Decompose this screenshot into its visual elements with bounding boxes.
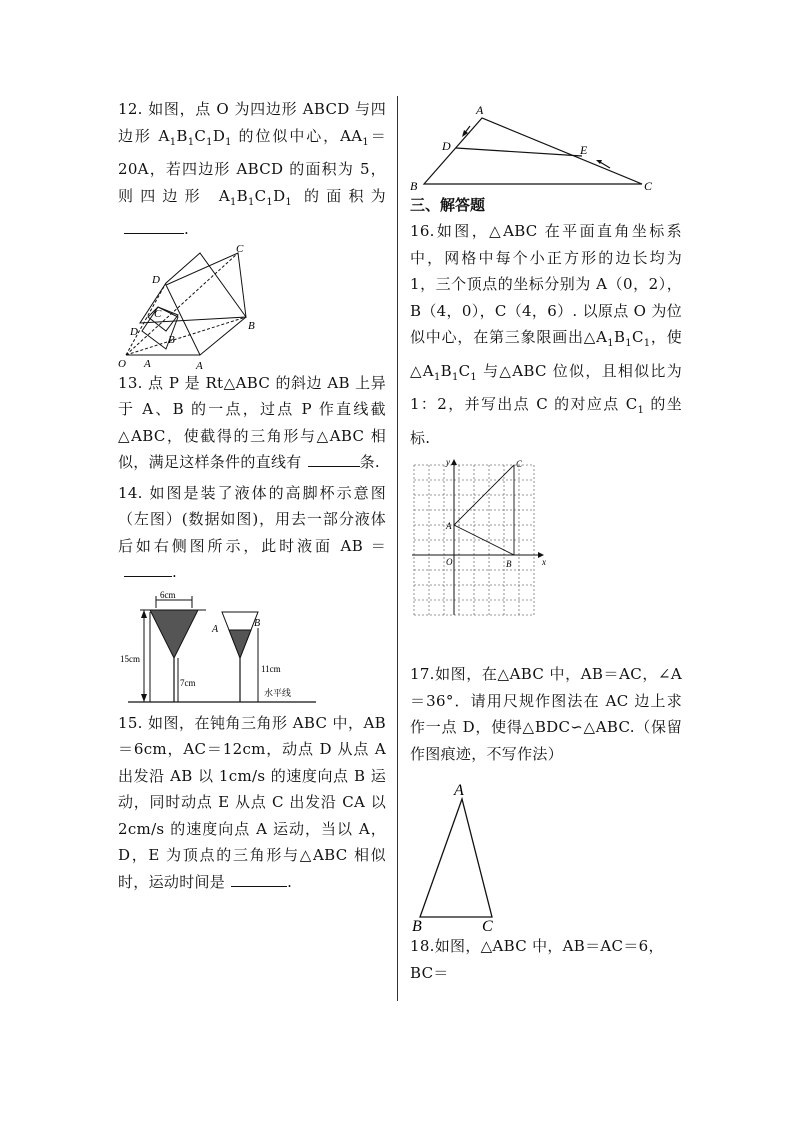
- label-6cm: 6cm: [160, 589, 176, 600]
- question-15: 15. 如图，在钝角三角形 ABC 中，AB＝6cm，AC＝12cm，动点 D 从点 A 出发沿 AB 以 1cm/s 的速度向点 B 运动，同时动点 E 从点 C 出发沿 CA 以 2cm/s 的速度向点 A 运动，当以 A，D，E 为顶点的三角形与△ABC 相似时，运动时间是 .: [118, 713, 386, 891]
- label-A: A: [476, 103, 484, 117]
- left-column: [118, 96, 386, 895]
- label-C: C: [644, 179, 653, 192]
- q15-figure: [410, 100, 660, 192]
- q14-figure: [118, 588, 388, 706]
- question-18: 18.如图，△ABC 中，AB＝AC＝6，BC＝: [410, 937, 664, 982]
- label-A: A: [212, 623, 219, 635]
- label-horizontal-line: 水平线: [264, 687, 292, 698]
- label-D: D: [130, 325, 138, 338]
- label-C1: C: [236, 244, 244, 255]
- label-A: A: [144, 357, 151, 370]
- section-title: 三、解答题: [410, 196, 486, 214]
- answer-blank-14[interactable]: [124, 562, 172, 577]
- label-B1: B: [248, 319, 255, 332]
- label-7cm: 7cm: [180, 677, 196, 688]
- label-B: B: [506, 559, 512, 569]
- label-15cm: 15cm: [120, 653, 140, 664]
- column-divider: [397, 96, 398, 1001]
- label-C: C: [154, 307, 162, 320]
- label-11cm: 11cm: [261, 663, 281, 674]
- answer-blank-15[interactable]: [231, 872, 287, 887]
- label-origin: O: [446, 557, 453, 567]
- question-14: 14. 如图是装了液体的高脚杯示意图（左图）(数据如图)，用去一部分液体后如右侧图所示，此时液面 AB ＝.: [118, 483, 386, 581]
- q12-figure: [118, 245, 268, 370]
- right-column: [410, 100, 682, 986]
- label-A: A: [446, 521, 452, 531]
- answer-blank-13[interactable]: [308, 452, 360, 467]
- question-13: 13. 点 P 是 Rt△ABC 的斜边 AB 上异于 A、B 的一点，过点 P 作直线截△ABC，使截得的三角形与△ABC 相似，满足这样条件的直线有 条.: [118, 373, 386, 471]
- question-17: 17.如图，在△ABC 中，AB＝AC，∠A＝36°．请用尺规作图法在 AC 边上求作一点 D，使得△BDC∽△ABC.（保留作图痕迹，不写作法）: [410, 665, 682, 763]
- answer-blank-12[interactable]: [124, 219, 184, 234]
- label-E: E: [580, 143, 588, 157]
- label-D1: D: [152, 273, 160, 286]
- label-B: B: [412, 918, 422, 931]
- question-16: 16.如图，△ABC 在平面直角坐标系中，网格中每个小正方形的边长均为 1，三个顶点的坐标分别为 A（0，2），B（4，0），C（4，6）. 以原点 O 为位似中心，在第三象限画出$\triangle A_1B_1C_1$，使$\triangle A_1B_1C_1$ 与△ABC 位似，且相似比为 1：2，并写出点 C 的对应点 $C_1$ 的坐标.: [410, 222, 683, 447]
- label-B: B: [254, 617, 261, 629]
- label-A: A: [454, 782, 464, 799]
- q16-coordinate-grid: [410, 457, 550, 617]
- label-O: O: [118, 357, 126, 370]
- label-C: C: [516, 459, 523, 469]
- label-x-axis: x: [542, 557, 546, 567]
- label-y-axis: y: [446, 457, 450, 467]
- label-B: B: [410, 179, 418, 192]
- q17-triangle: [410, 781, 520, 931]
- question-12: 12. 如图，点 O 为四边形 ABCD 与四边形 $A_1B_1C_1D_1$ 的位似中心，$AA_1=20A$，若四边形 ABCD 的面积为 5，则四边形 $A_1B_1C_1D_1$ 的面积为.: [118, 100, 386, 238]
- inner-quad-abcd: [148, 307, 178, 331]
- label-D: D: [442, 139, 451, 153]
- label-A1: A: [196, 359, 203, 370]
- label-C: C: [482, 918, 493, 931]
- label-B: B: [168, 333, 175, 346]
